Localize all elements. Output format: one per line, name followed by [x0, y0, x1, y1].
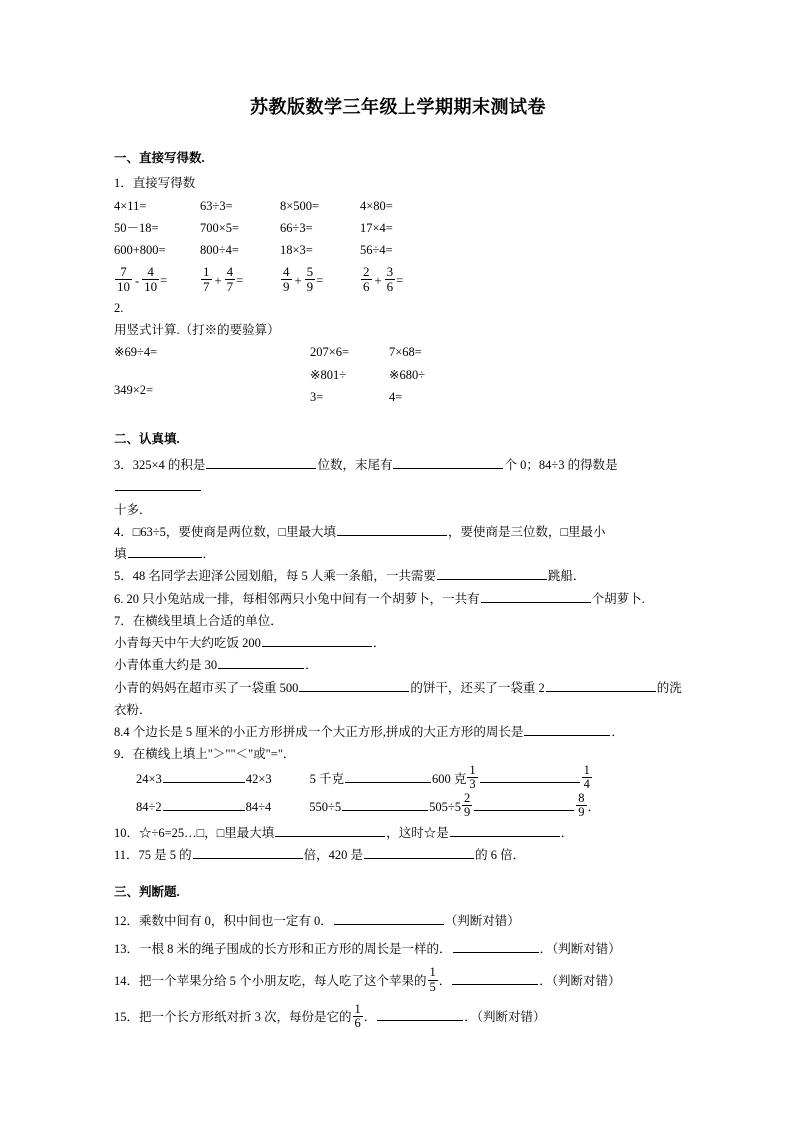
question-11-text-a: 11．75 是 5 的	[114, 847, 192, 862]
question-7-line-4: 衣粉．	[114, 702, 152, 717]
fraction-numerator: 2	[464, 790, 471, 805]
question-3-text-b: 位数，末尾有	[317, 458, 393, 473]
question-6-text-a: 6. 20 只小兔站成一排，每相邻两只小兔中间有一个胡萝卜，一共有	[114, 591, 480, 606]
question-13-text-a: 13．一根 8 米的绳子围成的长方形和正方形的周长是一样的．	[114, 942, 452, 957]
section-header-one: 一、直接写得数.	[114, 151, 205, 166]
fraction-denominator: 9	[283, 279, 290, 295]
question-7-prompt: 7．在横线里填上合适的单位．	[114, 613, 283, 628]
fraction	[576, 792, 586, 820]
compare-left-1: 84÷2	[136, 799, 162, 814]
question-13-text-b: ．（判断对错）	[539, 942, 621, 957]
fraction-denominator: 5	[429, 979, 436, 994]
compare-right-1: 42×3	[245, 771, 272, 786]
calc-cell: 800÷4=	[200, 243, 239, 258]
compare-blank[interactable]	[345, 770, 431, 783]
question-10	[114, 822, 682, 844]
fraction-numerator: 1	[469, 762, 476, 777]
answer-blank[interactable]	[193, 846, 303, 859]
question-8-text-a: 8.4 个边长是 5 厘米的小正方形拼成一个大正方形,拼成的大正方形的周长是	[114, 725, 524, 740]
question-10-text-c: ．	[560, 825, 574, 840]
equals-sign: =	[160, 273, 168, 288]
section-header-two: 二、认真填.	[114, 432, 180, 447]
fraction	[281, 265, 292, 294]
fraction	[353, 1003, 363, 1031]
fraction-numerator: 4	[283, 264, 290, 280]
compare-blank[interactable]	[163, 770, 245, 783]
question-7-text-e: 小青的妈妈在超市买了一袋重 500	[114, 680, 299, 695]
compare-blank[interactable]	[342, 798, 428, 811]
answer-blank[interactable]	[453, 940, 539, 953]
question-14-text-b: ．	[438, 974, 452, 989]
question-3-continued: 十多．	[114, 502, 152, 517]
question-12-text-b: （判断对错）	[444, 913, 520, 928]
question-14-text-c: ．（判断对错）	[539, 974, 621, 989]
question-11	[114, 844, 682, 866]
calc-cell: 4×80=	[360, 198, 393, 213]
vertical-calculation-block	[114, 341, 682, 413]
question-4-text-d: ．	[202, 547, 216, 562]
question-14	[114, 963, 682, 999]
answer-blank[interactable]	[206, 456, 316, 469]
question-7-line-1	[114, 632, 682, 654]
fraction-denominator: 3	[469, 777, 476, 792]
question-12	[114, 907, 682, 935]
answer-blank[interactable]	[128, 545, 202, 558]
answer-blank[interactable]	[377, 1009, 463, 1022]
question-2-number: 2.	[114, 301, 124, 316]
fraction-denominator: 6	[386, 279, 394, 295]
answer-blank[interactable]	[337, 523, 447, 536]
fraction-denominator: 10	[117, 279, 130, 295]
calc-cell: 50－18=	[114, 220, 159, 235]
fraction-denominator: 6	[363, 279, 370, 295]
compare-blank[interactable]	[480, 770, 580, 783]
question-15	[114, 999, 682, 1035]
question-4-continued	[114, 543, 682, 565]
vcalc-item: ※801÷	[310, 367, 347, 382]
vcalc-item: 207×6=	[310, 345, 350, 360]
calc-cell: 8×500=	[280, 198, 320, 213]
fraction-denominator: 4	[583, 777, 590, 792]
question-12-text-a: 12．乘数中间有 0，积中间也一定有 0．	[114, 913, 333, 928]
answer-blank[interactable]	[450, 824, 560, 837]
question-8-text-b: ．	[611, 725, 624, 740]
fraction-numerator: 4	[226, 264, 234, 280]
fraction	[115, 265, 132, 294]
question-7-line-3	[114, 677, 682, 699]
fraction-expression	[200, 264, 280, 296]
question-13	[114, 935, 682, 963]
question-8	[114, 721, 682, 743]
answer-blank[interactable]	[262, 634, 372, 647]
question-7-text-g: 的洗	[656, 680, 682, 695]
fraction-calculation-row	[114, 264, 682, 296]
fraction-expression	[360, 264, 440, 296]
calc-cell: 700×5=	[200, 220, 240, 235]
fraction	[428, 966, 438, 994]
compare-left-2: 5 千克	[309, 771, 345, 786]
document-body	[114, 96, 682, 1036]
question-4-text-a: 4．□63÷5，要使商是两位数，□里最大填	[114, 524, 336, 539]
section-header-three: 三、判断题.	[114, 885, 180, 900]
question-7-line-2	[114, 654, 682, 676]
fraction-denominator: 7	[226, 279, 234, 295]
answer-blank[interactable]	[481, 590, 591, 603]
question-3-text-c: 个 0；84÷3 的得数是	[504, 458, 618, 473]
question-9-row-2	[114, 790, 682, 822]
fraction	[462, 792, 472, 820]
compare-left-2: 550÷5	[309, 799, 342, 814]
fraction-numerator: 1	[429, 965, 436, 980]
question-7-text-c: 小青体重大约是 30	[114, 658, 218, 673]
question-4-text-b: ，要使商是三位数，□里最小	[447, 524, 606, 539]
question-6	[114, 588, 682, 610]
fraction-numerator: 1	[583, 762, 590, 777]
fraction	[201, 265, 212, 294]
question-7-text-d: ．	[305, 658, 318, 673]
equals-sign: =	[316, 273, 324, 288]
question-15-text-b: ．	[363, 1010, 377, 1025]
answer-blank[interactable]	[334, 912, 444, 925]
equals-sign: =	[236, 273, 244, 288]
fraction-numerator: 3	[386, 264, 394, 280]
operator: +	[294, 273, 302, 288]
calc-cell: 4×11=	[114, 198, 147, 213]
question-15-text-a: 15．把一个长方形纸对折 3 次，每份是它的	[114, 1010, 352, 1025]
vcalc-item: 3=	[310, 389, 324, 404]
operator: -	[135, 273, 140, 288]
question-7-text-a: 小青每天中午大约吃饭 200	[114, 636, 261, 651]
question-3-text-a: 3．325×4 的积是	[114, 458, 206, 473]
fraction-numerator: 4	[142, 265, 159, 280]
fraction-denominator: 7	[203, 279, 210, 295]
question-11-text-c: 的 6 倍．	[475, 847, 526, 862]
calc-cell: 18×3=	[280, 243, 313, 258]
fraction	[305, 265, 316, 294]
fraction-numerator: 2	[363, 264, 370, 280]
operator: +	[374, 273, 382, 288]
question-9-row-1	[114, 762, 682, 794]
vcalc-item: 349×2=	[114, 383, 154, 398]
fraction	[225, 265, 236, 294]
question-5-text-b: 跳船．	[547, 569, 586, 584]
question-10-text-b: ，这时☆是	[386, 825, 449, 840]
vcalc-item: 4=	[389, 389, 403, 404]
answer-blank[interactable]	[299, 679, 409, 692]
question-4-text-c: 填	[114, 547, 127, 562]
question-7-text-f: 的饼干，还买了一袋重 2	[410, 680, 545, 695]
question-5-text-a: 5．48 名同学去迎泽公园划船，每 5 人乘一条船，一共需要	[114, 569, 436, 584]
fraction	[385, 265, 396, 294]
operator: +	[214, 273, 222, 288]
compare-right-1: 84÷4	[245, 799, 272, 814]
fraction-denominator: 9	[306, 279, 314, 295]
fraction	[142, 265, 159, 294]
calc-cell: 17×4=	[360, 220, 393, 235]
vcalc-column-c	[389, 341, 425, 408]
answer-blank[interactable]	[364, 846, 474, 859]
question-11-text-b: 倍，420 是	[303, 847, 364, 862]
answer-blank[interactable]	[546, 679, 656, 692]
oral-calculation-grid	[114, 195, 682, 262]
fraction-denominator: 10	[144, 279, 158, 295]
fraction-numerator: 1	[354, 1001, 361, 1016]
question-6-text-b: 个胡萝卜.	[591, 591, 645, 606]
compare-blank[interactable]	[163, 798, 245, 811]
calc-cell: 56÷4=	[360, 243, 393, 258]
answer-blank[interactable]	[452, 972, 538, 985]
compare-left-1: 24×3	[136, 771, 162, 786]
fraction	[582, 764, 592, 792]
compare-tail: ．	[587, 799, 601, 814]
question-4	[114, 521, 682, 543]
fraction-denominator: 9	[578, 805, 585, 820]
question-3	[114, 454, 682, 499]
answer-blank[interactable]	[115, 479, 201, 492]
vcalc-column-b	[310, 341, 349, 408]
vcalc-item: 7×68=	[389, 345, 422, 360]
question-5	[114, 565, 682, 587]
question-2-prompt: 用竖式计算.（打※的要验算）	[114, 322, 280, 337]
equals-sign: =	[396, 273, 404, 288]
question-15-text-c: ．（判断对错）	[464, 1010, 546, 1025]
fraction-expression	[280, 264, 360, 296]
question-9-prompt: 9．在横线上填上"＞""＜"或"="．	[114, 747, 296, 762]
fraction-numerator: 8	[578, 790, 585, 805]
vcalc-item: ※69÷4=	[114, 345, 158, 360]
compare-blank[interactable]	[474, 798, 574, 811]
fraction	[467, 764, 477, 792]
calc-cell: 66÷3=	[280, 220, 313, 235]
fraction-expression	[114, 264, 200, 296]
question-1-number: 1．直接写得数	[114, 176, 196, 191]
calc-cell: 63÷3=	[200, 198, 233, 213]
question-10-text-a: 10．☆÷6=25…□，□里最大填	[114, 825, 275, 840]
calc-cell: 600+800=	[114, 243, 166, 258]
vcalc-item: ※680÷	[389, 367, 426, 382]
compare-right-2: 600 克	[432, 771, 467, 786]
question-14-text-a: 14．把一个苹果分给 5 个小朋友吃，每人吃了这个苹果的	[114, 974, 427, 989]
fraction-numerator: 7	[115, 265, 132, 280]
fraction-denominator: 6	[354, 1016, 361, 1031]
answer-blank[interactable]	[275, 824, 385, 837]
question-7-text-b: ．	[372, 636, 386, 651]
fraction-numerator: 5	[306, 264, 314, 280]
compare-right-2: 505÷5	[429, 799, 461, 814]
answer-blank[interactable]	[437, 568, 547, 581]
answer-blank[interactable]	[524, 723, 610, 736]
fraction-denominator: 9	[464, 805, 471, 820]
page-title: 苏教版数学三年级上学期期末测试卷	[250, 97, 546, 117]
answer-blank[interactable]	[218, 657, 304, 670]
fraction	[361, 265, 372, 294]
fraction-numerator: 1	[203, 264, 210, 280]
answer-blank[interactable]	[393, 456, 503, 469]
